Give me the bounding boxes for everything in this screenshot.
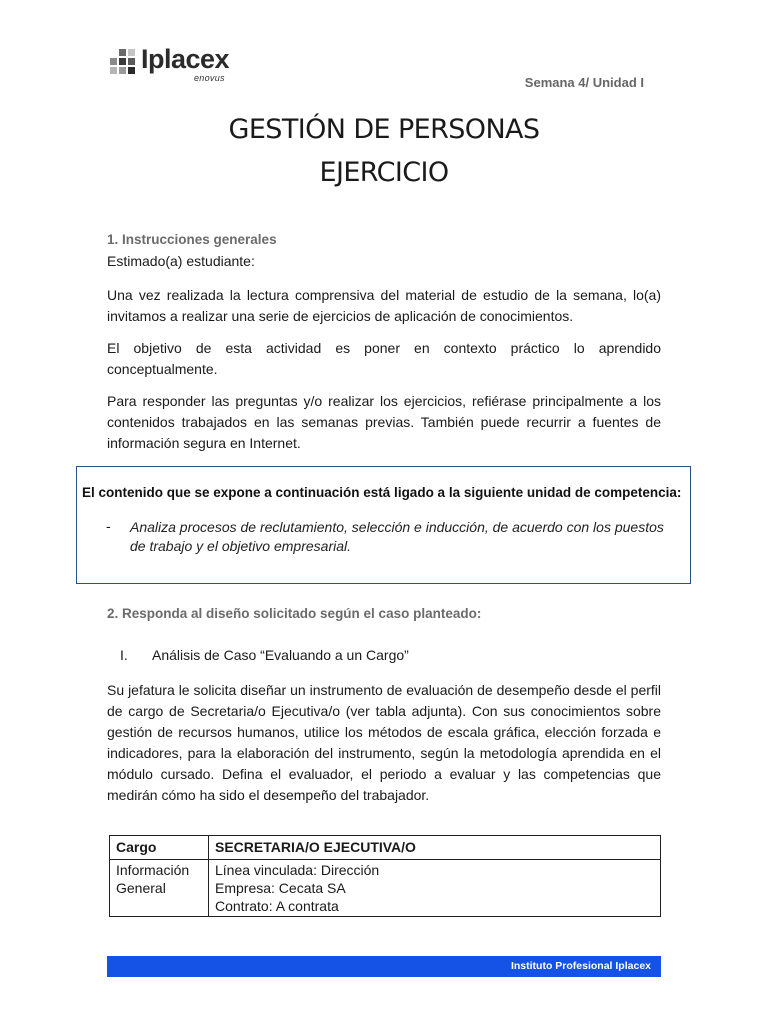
cargo-table [109, 835, 661, 917]
page-title: GESTIÓN DE PERSONAS [228, 114, 540, 145]
table-cell-value-line: Línea vinculada: Dirección [215, 862, 380, 878]
footer-bar [107, 956, 661, 977]
greeting: Estimado(a) estudiante: [107, 253, 255, 269]
footer-text: Instituto Profesional Iplacex [510, 960, 651, 972]
competency-bullet: - [106, 518, 111, 534]
section1-paragraph-3: Para responder las preguntas y/o realizar los ejercicios, refiérase principalmente a los contenidos trabajados en las semanas previas. También puede recurrir a fuentes de información segura en Internet. [107, 393, 661, 451]
competency-box [76, 466, 691, 584]
case-title: Análisis de Caso “Evaluando a un Cargo” [152, 647, 409, 663]
case-paragraph: Su jefatura le solicita diseñar un instrumento de evaluación de desempeño desde el perfil de cargo de Secretaria/o Ejecutiva/o (ver tabla adjunta). Con sus conocimientos sobre gestión de recursos humanos, utilice los métodos de escala gráfica, elección forzada e indicadores, para la elaboración del instrumento, según la metodología aprendida en el módulo cursado. Defina el evaluador, el periodo a evaluar y las competencias que medirán cómo ha sido el desempeño del trabajador. [107, 682, 661, 803]
case-numeral: I. [120, 647, 128, 663]
table-cell-value-line: Contrato: A contrata [215, 898, 339, 914]
logo-mark-icon [110, 48, 138, 76]
table-cell-values [209, 860, 661, 917]
table-cell-value-line: Empresa: Cecata SA [215, 880, 346, 896]
competency-item: Analiza procesos de reclutamiento, selección e inducción, de acuerdo con los puestos de trabajo y el objetivo empresarial. [130, 519, 664, 554]
table-cell-label [110, 860, 209, 917]
logo-subtitle: enovus [194, 73, 225, 83]
section1-paragraph-1: Una vez realizada la lectura comprensiva del material de estudio de la semana, lo(a) invitamos a realizar una serie de ejercicios de aplicación de conocimientos. [107, 287, 661, 324]
table-header-row [110, 836, 661, 860]
competency-title: El contenido que se expone a continuación está ligado a la siguiente unidad de competencia: [82, 485, 682, 500]
page-subtitle: EJERCICIO [319, 157, 449, 188]
week-unit-label: Semana 4/ Unidad I [524, 75, 644, 90]
table-cell-label-line: Información [116, 862, 190, 878]
table-header-cargo: Cargo [110, 836, 209, 860]
table-row [110, 860, 661, 917]
table-header-position: SECRETARIA/O EJECUTIVA/O [209, 836, 661, 860]
section1-heading: 1. Instrucciones generales [107, 232, 277, 247]
section2-heading: 2. Responda al diseño solicitado según el caso planteado: [107, 606, 482, 621]
logo-text: Iplacex [141, 44, 230, 74]
table-cell-label-line: General [116, 880, 166, 896]
section1-paragraph-2: El objetivo de esta actividad es poner en contexto práctico lo aprendido conceptualmente. [107, 340, 661, 377]
